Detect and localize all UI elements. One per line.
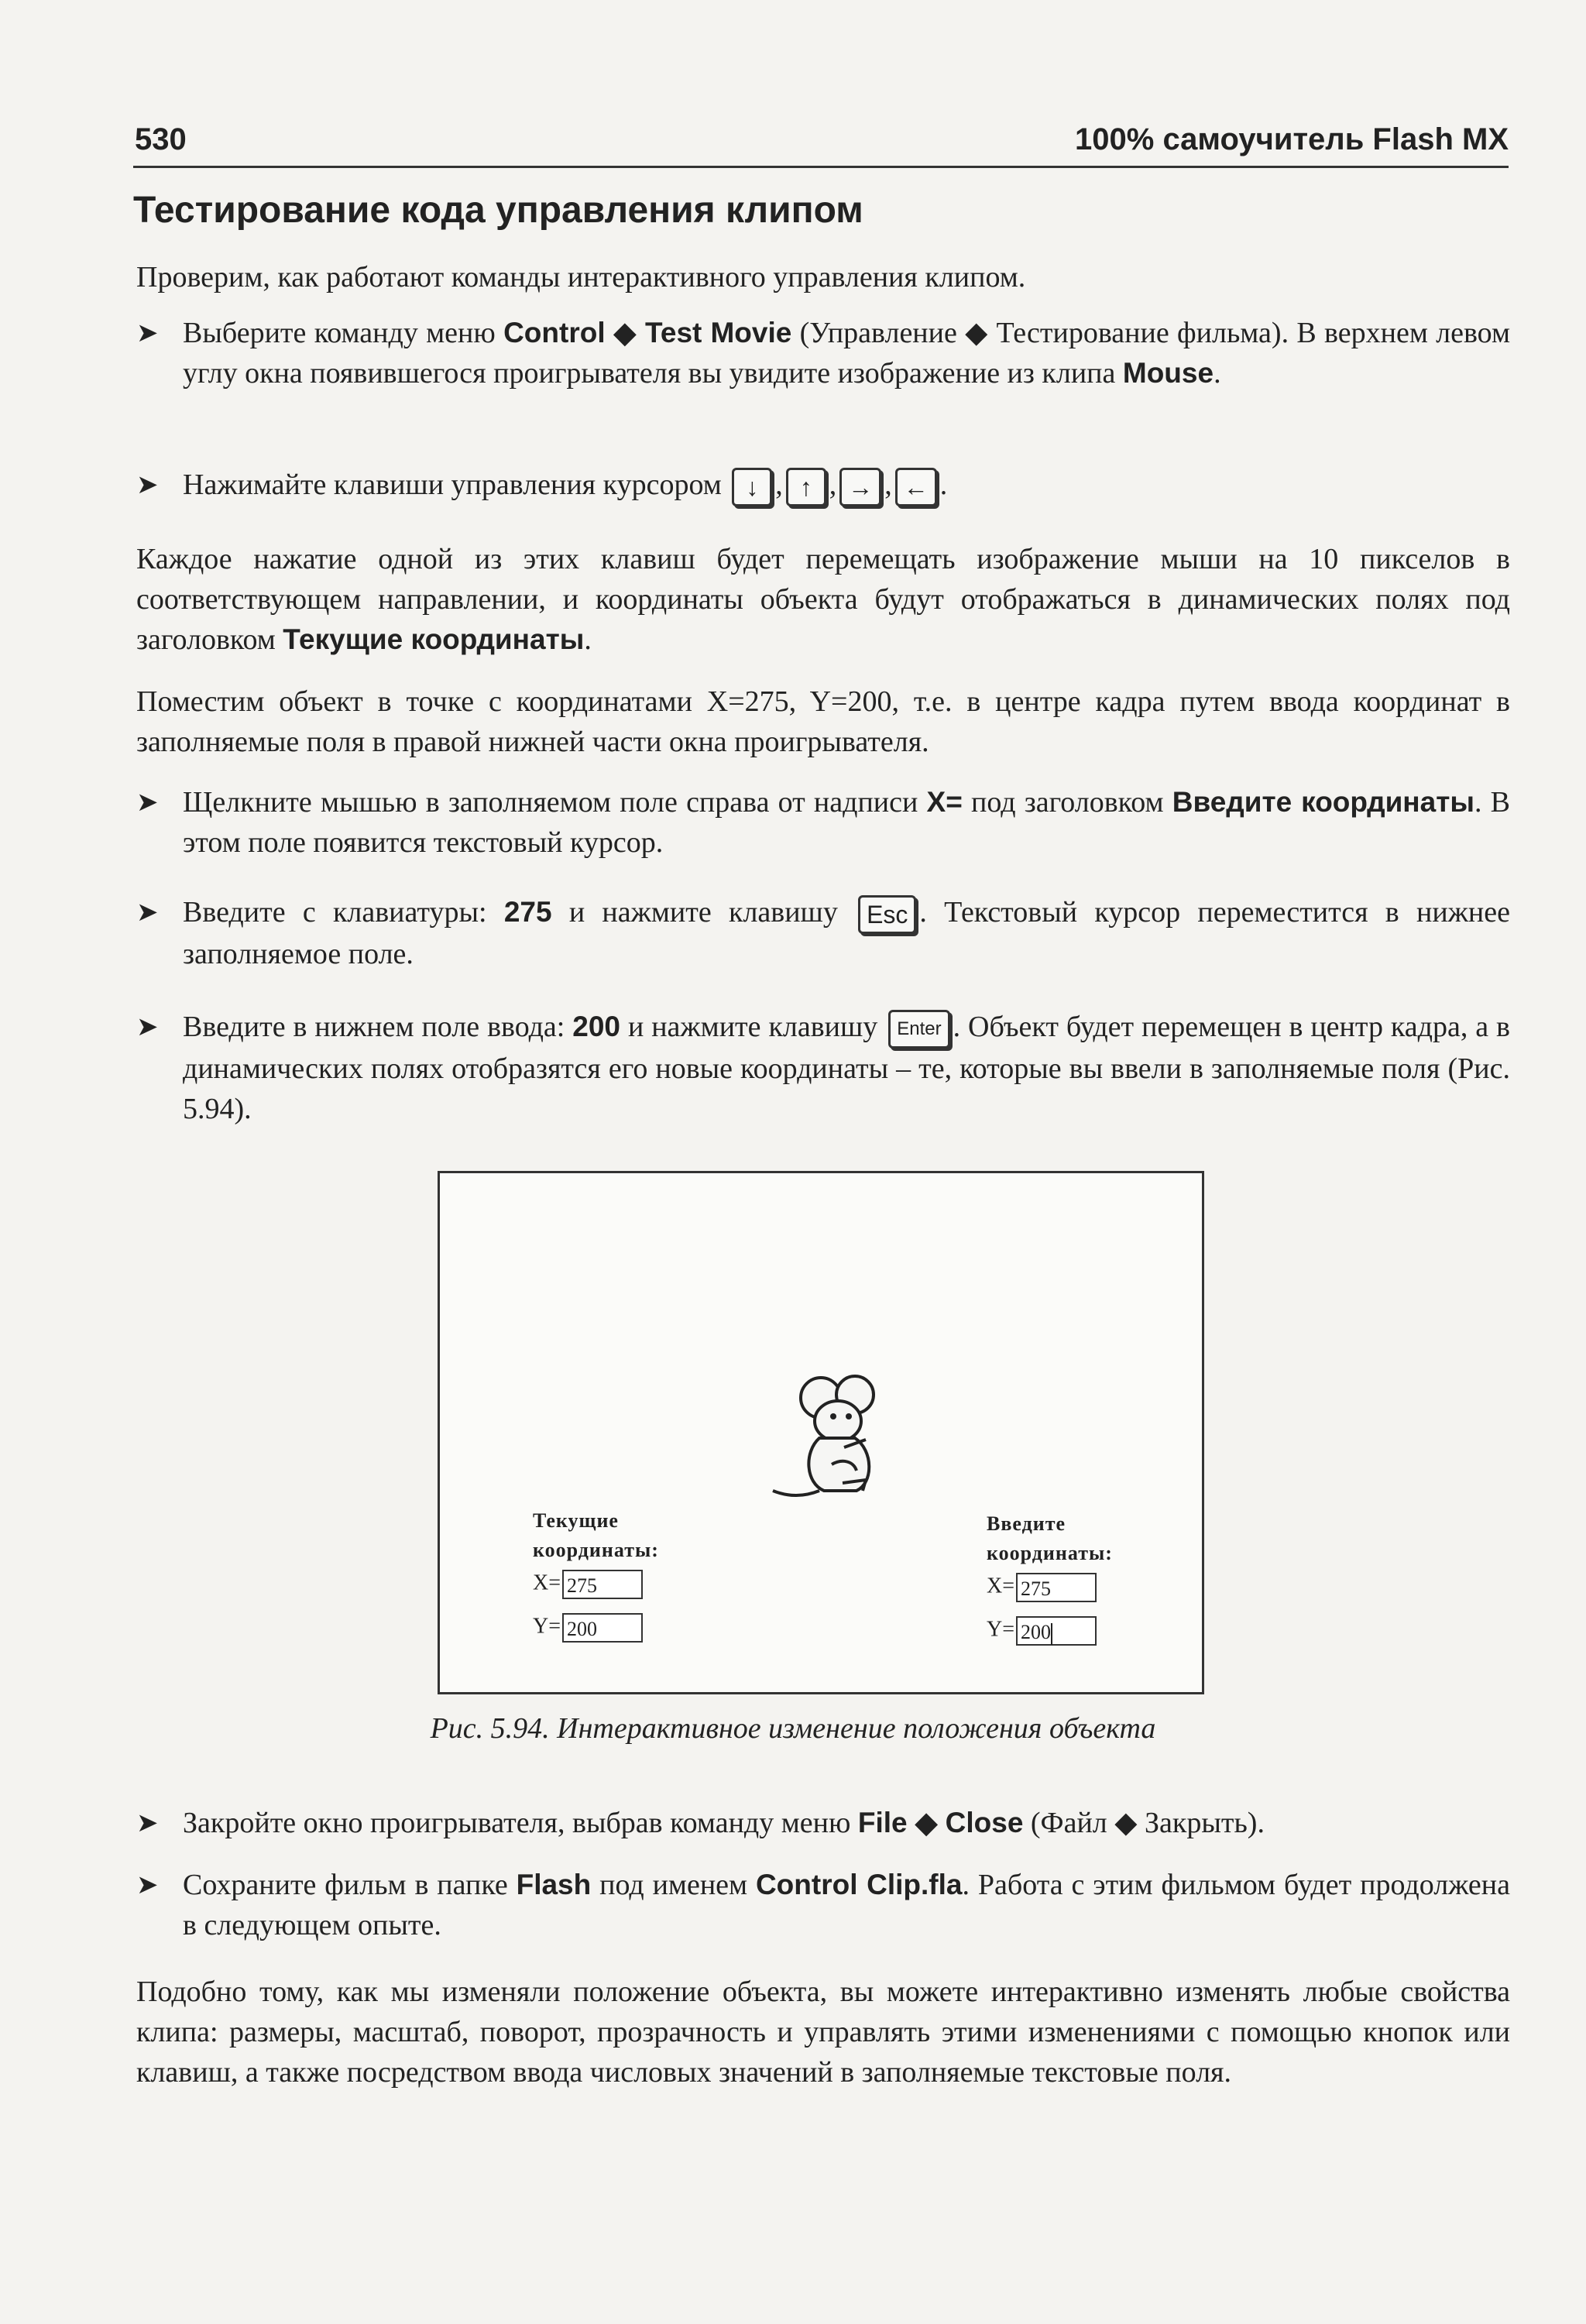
key-right-icon: → [839,468,881,506]
input-y-row: Y= 200 [987,1616,1097,1646]
current-coords-label: Текущие координаты: [533,1509,659,1561]
key-esc-icon: Esc [858,895,916,934]
running-title: 100% самоучитель Flash MX [1075,122,1509,156]
paragraph-keys-effect: Каждое нажатие одной из этих клавиш будет перемещать изображение мыши на 10 пикселов в соответствующем направлении, и координаты объекта будут отображаться в динамических полях под заголовком Текущие координаты. [136,543,1510,656]
figure-caption: Рис. 5.94. Интерактивное изменение положения объекта [430,1712,1156,1745]
bullet-arrow-icon: ➤ [136,469,159,500]
bullet-click-field: ➤ Щелкните мышью в заполняемом поле справа от надписи X= под заголовком Введите координаты. В этом поле появится текстовый курсор. [136,782,1510,863]
key-left-icon: ← [895,468,937,506]
bullet-arrow-icon: ➤ [136,1807,159,1838]
page-header [133,118,1509,168]
closing-paragraph: Подобно тому, как мы изменяли положение объекта, вы можете интерактивно изменять любые свойства клипа: размеры, масштаб, поворот, прозрачность и управлять этими изменениями с помощью кнопок или клавиш, а также посредством ввода числовых значений в заполняемые текстовые поля. [136,1976,1510,2089]
key-up-icon: ↑ [786,468,826,506]
paragraph-center-object: Поместим объект в точке с координатами X=275, Y=200, т.е. в центре кадра путем ввода координат в заполняемые поля в правой нижней части окна проигрывателя. [136,685,1510,758]
bullet-arrow-keys: ➤ Нажимайте клавиши управления курсором ↓ , ↑ , → , ← . [136,465,1510,506]
bullet-arrow-icon: ➤ [136,1011,159,1042]
input-x-field[interactable]: 275 [1016,1573,1097,1602]
current-x-field: 275 [562,1570,643,1599]
bullet-test-movie: ➤ Выберите команду меню Control ◆ Test Movie (Управление ◆ Тестирование фильма). В верхнем левом углу окна появившегося проигрывателя вы увидите изображение из клипа Mouse. [136,313,1510,393]
input-y-field[interactable]: 200 [1016,1616,1097,1646]
bullet-close-player: ➤ Закройте окно проигрывателя, выбрав команду меню File ◆ Close (Файл ◆ Закрыть). [136,1803,1510,1843]
bullet-arrow-icon: ➤ [136,897,159,928]
page-number: 530 [135,122,187,156]
bullet-enter-200: ➤ Введите в нижнем поле ввода: 200 и нажмите клавишу Enter . Объект будет перемещен в центр кадра, а в динамических полях отобразятся его новые координаты – те, которые вы ввели в заполняемые поля (Рис. 5.94). [136,1007,1510,1129]
bullet-arrow-icon: ➤ [136,1869,159,1900]
text-cursor [1051,1623,1052,1645]
enter-coords-label: Введите координаты: [987,1512,1113,1564]
current-y-row: Y= 200 [533,1613,643,1643]
section-title: Тестирование кода управления клипом [133,190,863,231]
bullet-enter-275: ➤ Введите с клавиатуры: 275 и нажмите клавишу Esc . Текстовый курсор переместится в нижнее заполняемое поле. [136,892,1510,974]
flash-player-figure [438,1171,1204,1694]
key-enter-icon: Enter [888,1010,949,1049]
bullet-save-movie: ➤ Сохраните фильм в папке Flash под именем Control Clip.fla. Работа с этим фильмом будет продолжена в следующем опыте. [136,1865,1510,1945]
input-x-row: X= 275 [987,1573,1097,1602]
current-y-field: 200 [562,1613,643,1643]
key-down-icon: ↓ [732,468,772,506]
current-x-row: X= 275 [533,1570,643,1599]
intro-paragraph: Проверим, как работают команды интерактивного управления клипом. [136,261,1026,294]
mouse-clip-icon [757,1367,905,1514]
bullet-arrow-icon: ➤ [136,787,159,818]
bullet-arrow-icon: ➤ [136,318,159,348]
